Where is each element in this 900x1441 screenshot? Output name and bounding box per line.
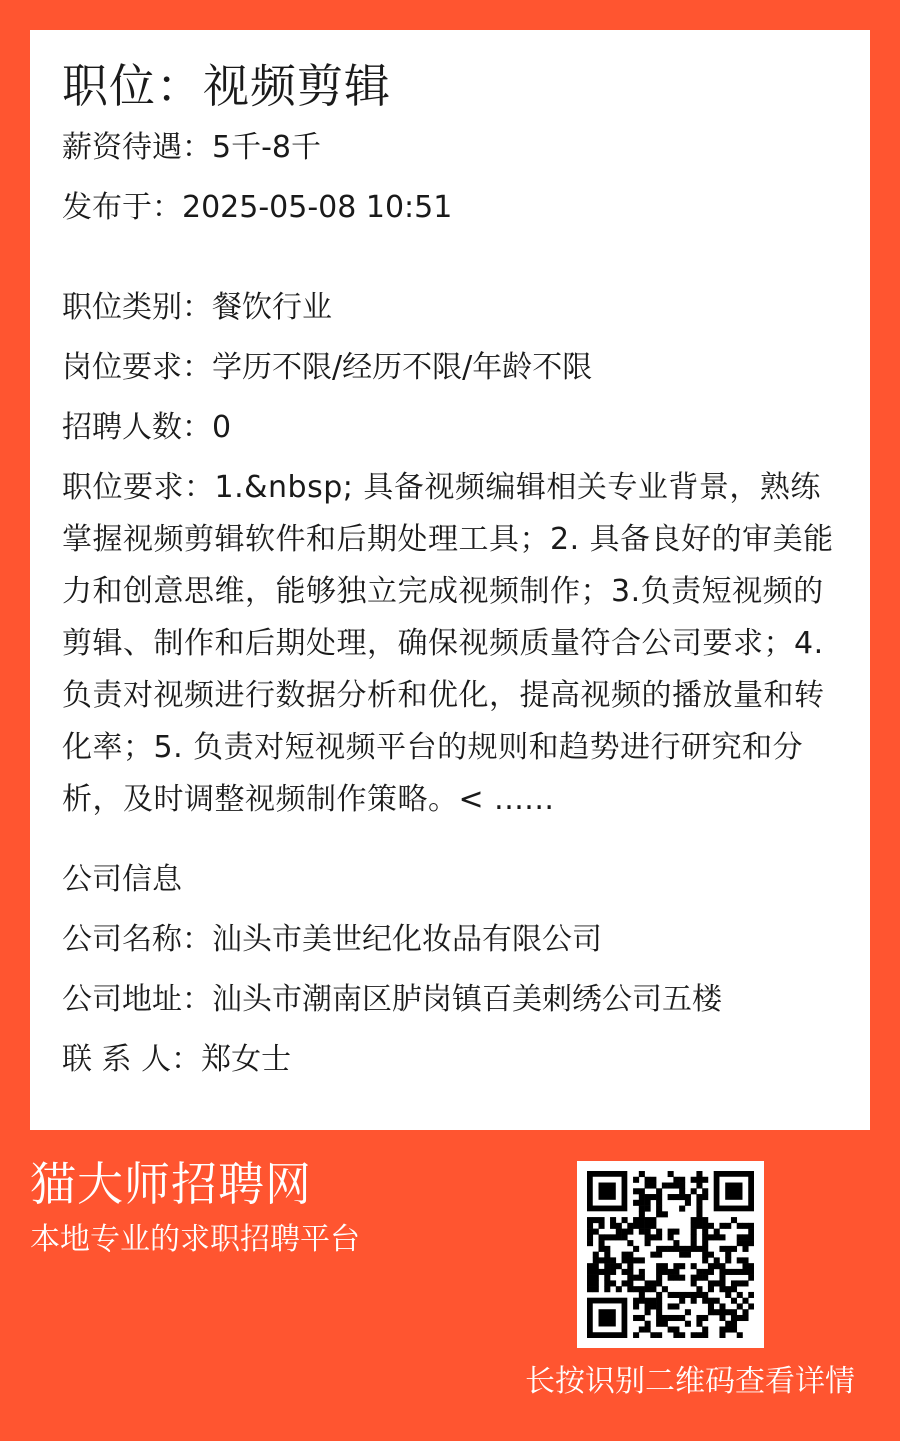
company-name: 公司名称：汕头市美世纪化妆品有限公司 [62,922,602,957]
salary: 薪资待遇：5千-8千 [62,130,321,165]
qr-code-icon [587,1171,754,1338]
contact-person: 联 系 人：郑女士 [62,1042,292,1077]
job-category: 职位类别：餐饮行业 [62,290,332,325]
job-title: 职位：视频剪辑 [62,59,391,113]
brand-slogan: 本地专业的求职招聘平台 [30,1222,360,1257]
qr-code[interactable] [577,1161,764,1348]
publish-date: 发布于：2025-05-08 10:51 [62,190,453,225]
headcount: 招聘人数：0 [62,410,232,445]
qr-caption: 长按识别二维码查看详情 [525,1364,855,1399]
company-address: 公司地址：汕头市潮南区胪岗镇百美刺绣公司五楼 [62,982,722,1017]
spacer [62,248,838,288]
job-description: 职位要求：1.&nbsp; 具备视频编辑相关专业背景，熟练掌握视频剪辑软件和后期处理工具；2. 具备良好的审美能力和创意思维，能够独立完成视频制作；3.负责短视频的剪辑、制作和后期处理，确保视频质量符合公司要求；4. 负责对视频进行数据分析和优化，提高视频的播放量和转化率；5. 负责对短视频平台的规则和趋势进行研究和分析，及时调整视频制作策略。< ...... [62,470,834,817]
job-card [30,30,870,1130]
brand-name: 猫大师招聘网 [30,1157,312,1211]
job-requirements-short: 岗位要求：学历不限/经历不限/年龄不限 [62,350,593,385]
company-section-title: 公司信息 [62,862,182,897]
